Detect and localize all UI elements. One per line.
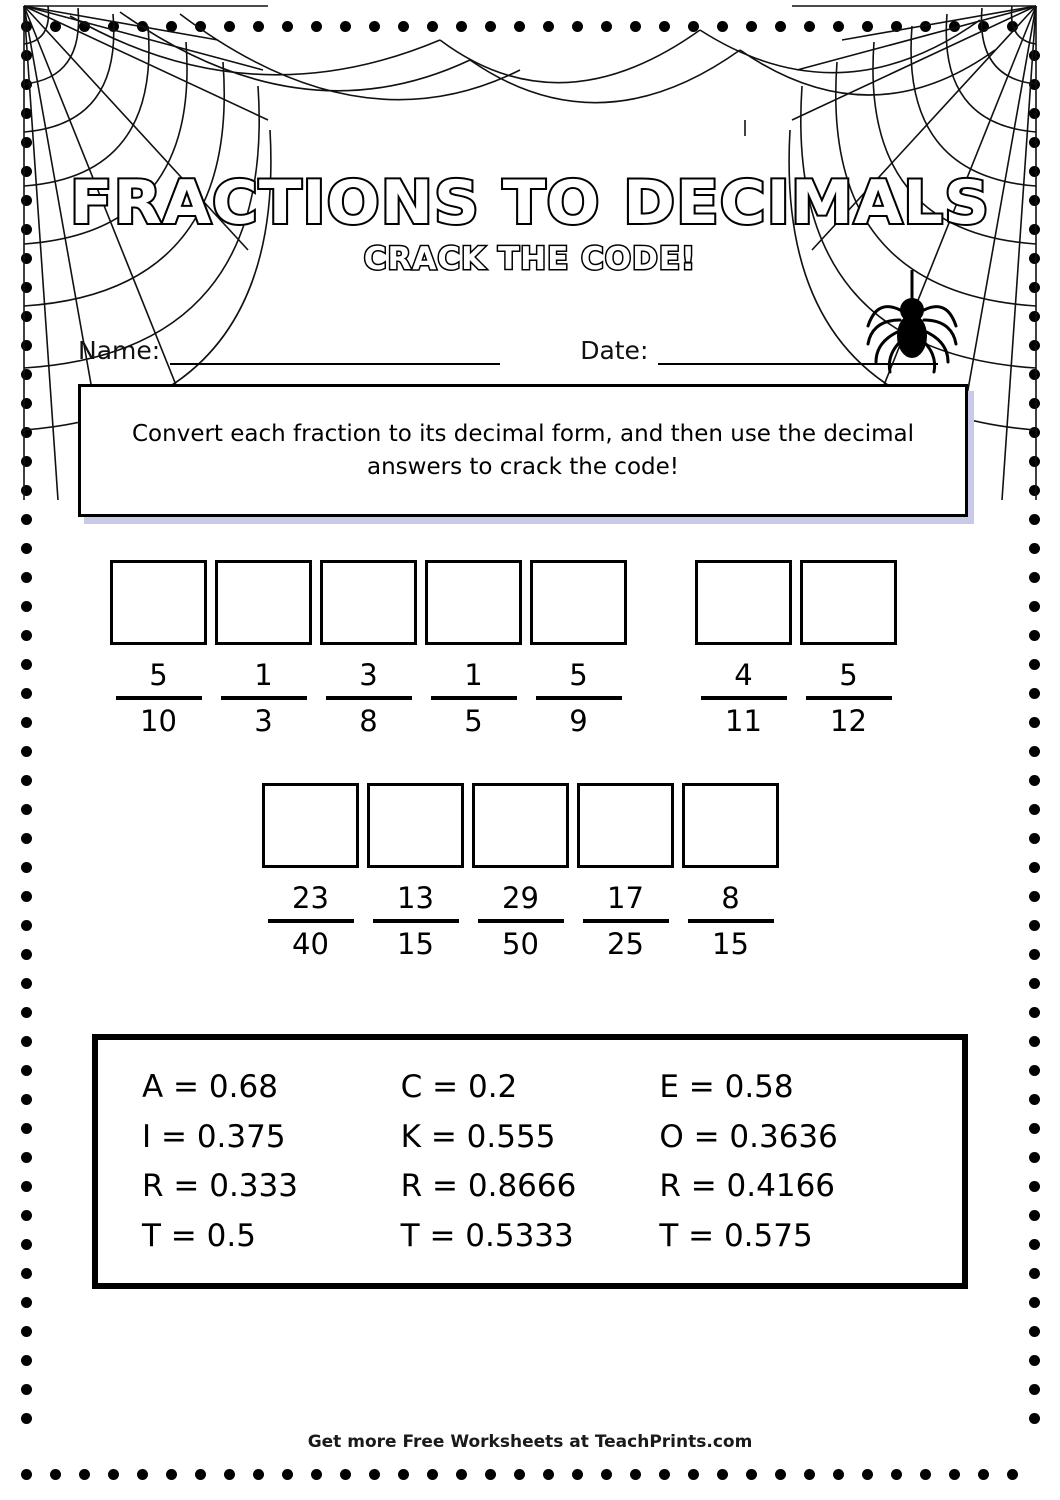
fraction-denominator: 40 xyxy=(292,926,329,961)
key-entry: I = 0.375 xyxy=(142,1118,286,1155)
fraction-denominator: 25 xyxy=(607,926,644,961)
border-dot xyxy=(1029,659,1040,670)
fraction-bar xyxy=(583,919,669,923)
fraction-denominator: 8 xyxy=(359,703,378,738)
fraction-bar xyxy=(688,919,774,923)
border-dot xyxy=(1029,79,1040,90)
border-dot xyxy=(978,1469,989,1480)
border-dot xyxy=(601,1469,612,1480)
border-dot xyxy=(630,1469,641,1480)
border-dot xyxy=(21,833,32,844)
border-dot xyxy=(253,1469,264,1480)
puzzle-item xyxy=(110,560,207,737)
fraction-bar xyxy=(431,696,517,700)
border-dot xyxy=(1029,688,1040,699)
border-dot xyxy=(50,1469,61,1480)
border-dot xyxy=(688,21,699,32)
border-dot xyxy=(21,862,32,873)
border-dot xyxy=(369,21,380,32)
border-dot xyxy=(21,891,32,902)
border-dot xyxy=(1029,311,1040,322)
key-entry: K = 0.555 xyxy=(400,1118,556,1155)
key-entry: R = 0.333 xyxy=(142,1168,298,1205)
border-dot xyxy=(137,21,148,32)
fraction-numerator: 8 xyxy=(721,881,740,915)
fraction-denominator: 11 xyxy=(725,703,762,738)
puzzle-item xyxy=(320,560,417,737)
fraction-numerator: 23 xyxy=(292,881,329,915)
border-dot xyxy=(21,1268,32,1279)
border-dot xyxy=(108,1469,119,1480)
border-dot xyxy=(1029,1094,1040,1105)
fraction-numerator: 5 xyxy=(839,658,858,692)
answer-box[interactable] xyxy=(577,783,674,868)
border-dot xyxy=(1029,601,1040,612)
border-dot xyxy=(1029,1326,1040,1337)
border-dot xyxy=(21,1239,32,1250)
border-dot xyxy=(1029,891,1040,902)
puzzle-row-2 xyxy=(262,783,787,960)
border-dot xyxy=(21,369,32,380)
border-dot xyxy=(21,717,32,728)
answer-box[interactable] xyxy=(262,783,359,868)
key-entry: A = 0.68 xyxy=(142,1068,278,1105)
puzzle-item xyxy=(530,560,627,737)
border-dot xyxy=(21,601,32,612)
border-dot xyxy=(21,1413,32,1424)
fraction-bar xyxy=(806,696,892,700)
fraction-bar xyxy=(268,919,354,923)
border-dot xyxy=(21,978,32,989)
border-dot xyxy=(833,21,844,32)
border-dot xyxy=(572,1469,583,1480)
name-input[interactable] xyxy=(170,339,500,365)
border-dot xyxy=(166,1469,177,1480)
border-dot xyxy=(21,1152,32,1163)
fraction-denominator: 5 xyxy=(464,703,483,738)
border-dot xyxy=(1029,1355,1040,1366)
border-dot xyxy=(1029,1297,1040,1308)
border-dot xyxy=(1029,108,1040,119)
fraction-denominator: 9 xyxy=(569,703,588,738)
border-dot xyxy=(21,1297,32,1308)
key-entry: E = 0.58 xyxy=(659,1068,794,1105)
border-dot xyxy=(514,21,525,32)
fraction-numerator: 29 xyxy=(502,881,539,915)
border-dot xyxy=(1029,1065,1040,1076)
border-dot xyxy=(1029,1239,1040,1250)
border-dot xyxy=(21,659,32,670)
fraction xyxy=(577,882,674,960)
border-dot xyxy=(398,21,409,32)
border-dot xyxy=(659,1469,670,1480)
border-dot xyxy=(1029,514,1040,525)
border-dot xyxy=(195,1469,206,1480)
puzzle-item xyxy=(367,783,464,960)
border-dot xyxy=(21,1094,32,1105)
border-dot xyxy=(1029,949,1040,960)
border-dot xyxy=(1029,978,1040,989)
border-dot xyxy=(717,21,728,32)
puzzle-item xyxy=(215,560,312,737)
fraction-bar xyxy=(478,919,564,923)
border-dot xyxy=(21,572,32,583)
border-dot xyxy=(195,21,206,32)
border-dot xyxy=(949,21,960,32)
border-dot xyxy=(1007,1469,1018,1480)
border-dot xyxy=(21,340,32,351)
answer-box[interactable] xyxy=(695,560,792,645)
border-dot xyxy=(978,21,989,32)
border-dot xyxy=(21,514,32,525)
border-dot xyxy=(1029,920,1040,931)
border-dot xyxy=(1029,1007,1040,1018)
fraction-denominator: 3 xyxy=(254,703,273,738)
border-dot xyxy=(514,1469,525,1480)
border-dot xyxy=(398,1469,409,1480)
border-dot xyxy=(920,1469,931,1480)
border-dot xyxy=(1029,862,1040,873)
border-dot xyxy=(21,920,32,931)
fraction xyxy=(695,659,792,737)
border-dot xyxy=(601,21,612,32)
border-dot xyxy=(456,1469,467,1480)
key-entry: O = 0.3636 xyxy=(659,1118,838,1155)
border-dot xyxy=(21,804,32,815)
border-dot xyxy=(775,1469,786,1480)
answer-box[interactable] xyxy=(472,783,569,868)
key-entry: R = 0.4166 xyxy=(659,1168,836,1205)
fraction xyxy=(425,659,522,737)
answer-box[interactable] xyxy=(530,560,627,645)
name-date-row xyxy=(78,336,978,365)
fraction xyxy=(262,882,359,960)
border-dot xyxy=(340,21,351,32)
spider-icon xyxy=(862,270,962,380)
border-dot xyxy=(21,427,32,438)
instructions-box xyxy=(78,384,968,517)
border-dot xyxy=(21,1065,32,1076)
fraction-bar xyxy=(373,919,459,923)
border-dot xyxy=(1029,340,1040,351)
border-dot xyxy=(833,1469,844,1480)
border-dot xyxy=(1029,543,1040,554)
border-dot xyxy=(21,282,32,293)
page-title: FRACTIONS TO DECIMALS xyxy=(69,168,991,238)
puzzle-item xyxy=(472,783,569,960)
key-entry: T = 0.575 xyxy=(659,1218,813,1255)
border-dot xyxy=(21,1036,32,1047)
border-dot xyxy=(485,21,496,32)
border-dot xyxy=(79,1469,90,1480)
border-dot xyxy=(775,21,786,32)
border-dot xyxy=(1029,1181,1040,1192)
border-dot xyxy=(949,1469,960,1480)
border-dot xyxy=(1029,1123,1040,1134)
border-dot xyxy=(1029,1152,1040,1163)
name-label: Name: xyxy=(78,336,161,365)
border-dot xyxy=(572,21,583,32)
border-dot xyxy=(21,50,32,61)
border-dot xyxy=(688,1469,699,1480)
border-dot xyxy=(21,485,32,496)
border-dot xyxy=(311,21,322,32)
border-dot xyxy=(862,1469,873,1480)
border-dot xyxy=(804,1469,815,1480)
fraction-denominator: 50 xyxy=(502,926,539,961)
border-dot xyxy=(21,949,32,960)
border-dot xyxy=(1029,630,1040,641)
border-dot xyxy=(1007,21,1018,32)
border-dot xyxy=(862,21,873,32)
border-dot xyxy=(21,1326,32,1337)
border-dot xyxy=(804,21,815,32)
puzzle-item xyxy=(262,783,359,960)
border-dot xyxy=(1029,398,1040,409)
fraction-numerator: 5 xyxy=(149,658,168,692)
border-dot xyxy=(1029,1413,1040,1424)
fraction-numerator: 5 xyxy=(569,658,588,692)
fraction-bar xyxy=(116,696,202,700)
border-dot xyxy=(21,79,32,90)
puzzle-item xyxy=(425,560,522,737)
answer-box[interactable] xyxy=(367,783,464,868)
border-dot xyxy=(224,1469,235,1480)
puzzle-row-1 xyxy=(110,560,905,737)
border-dot xyxy=(21,21,32,32)
border-dot xyxy=(891,1469,902,1480)
border-dot xyxy=(1029,1210,1040,1221)
border-dot xyxy=(108,21,119,32)
border-dot xyxy=(21,398,32,409)
answer-box[interactable] xyxy=(215,560,312,645)
border-dot xyxy=(1029,137,1040,148)
border-dot xyxy=(340,1469,351,1480)
border-dot xyxy=(21,1355,32,1366)
fraction-bar xyxy=(221,696,307,700)
fraction-denominator: 12 xyxy=(830,703,867,738)
border-dot xyxy=(21,1384,32,1395)
border-dot xyxy=(253,21,264,32)
border-dot xyxy=(1029,833,1040,844)
puzzle-item xyxy=(800,560,897,737)
border-dot xyxy=(21,1123,32,1134)
answer-box[interactable] xyxy=(800,560,897,645)
border-dot xyxy=(1029,456,1040,467)
fraction xyxy=(682,882,779,960)
answer-box[interactable] xyxy=(682,783,779,868)
border-dot xyxy=(1029,427,1040,438)
border-dot xyxy=(630,21,641,32)
border-dot xyxy=(485,1469,496,1480)
border-dot xyxy=(369,1469,380,1480)
border-dot xyxy=(1029,746,1040,757)
border-dot xyxy=(282,1469,293,1480)
date-label: Date: xyxy=(580,336,649,365)
footer-credit: Get more Free Worksheets at TeachPrints.com xyxy=(307,1432,753,1452)
page-subtitle: CRACK THE CODE! xyxy=(363,241,697,277)
border-dot xyxy=(746,21,757,32)
puzzle-item xyxy=(682,783,779,960)
border-dot xyxy=(543,1469,554,1480)
border-dot xyxy=(282,21,293,32)
border-dot xyxy=(21,456,32,467)
border-dot xyxy=(1029,1268,1040,1279)
border-dot xyxy=(21,311,32,322)
answer-box[interactable] xyxy=(425,560,522,645)
fraction-numerator: 4 xyxy=(734,658,753,692)
answer-box[interactable] xyxy=(320,560,417,645)
fraction xyxy=(800,659,897,737)
border-dot xyxy=(746,1469,757,1480)
border-dot xyxy=(1029,282,1040,293)
border-dot xyxy=(21,775,32,786)
puzzle-item xyxy=(577,783,674,960)
border-dot xyxy=(1029,804,1040,815)
border-dot xyxy=(21,1210,32,1221)
border-dot xyxy=(21,630,32,641)
fraction-numerator: 1 xyxy=(464,658,483,692)
border-dot xyxy=(21,1181,32,1192)
fraction xyxy=(472,882,569,960)
key-entry: T = 0.5333 xyxy=(400,1218,574,1255)
border-dot xyxy=(456,21,467,32)
answer-key-box xyxy=(92,1034,968,1289)
border-dot xyxy=(21,746,32,757)
answer-key-grid xyxy=(142,1062,918,1261)
fraction-numerator: 1 xyxy=(254,658,273,692)
border-dot xyxy=(79,21,90,32)
border-dot xyxy=(21,108,32,119)
fraction xyxy=(320,659,417,737)
fraction-denominator: 15 xyxy=(397,926,434,961)
border-dot xyxy=(21,137,32,148)
border-dot xyxy=(427,21,438,32)
key-entry: T = 0.5 xyxy=(142,1218,256,1255)
fraction-denominator: 15 xyxy=(712,926,749,961)
fraction xyxy=(530,659,627,737)
fraction xyxy=(110,659,207,737)
border-dot xyxy=(659,21,670,32)
fraction-bar xyxy=(701,696,787,700)
border-dot xyxy=(891,21,902,32)
border-dot xyxy=(1029,485,1040,496)
border-dot xyxy=(427,1469,438,1480)
border-dot xyxy=(543,21,554,32)
puzzle-item xyxy=(695,560,792,737)
border-dot xyxy=(21,688,32,699)
fraction-numerator: 3 xyxy=(359,658,378,692)
border-dot xyxy=(717,1469,728,1480)
fraction xyxy=(367,882,464,960)
fraction-bar xyxy=(326,696,412,700)
border-dot xyxy=(137,1469,148,1480)
border-dot xyxy=(1029,775,1040,786)
border-dot xyxy=(1029,369,1040,380)
border-dot xyxy=(1029,572,1040,583)
border-dot xyxy=(1029,1384,1040,1395)
border-dot xyxy=(224,21,235,32)
fraction xyxy=(215,659,312,737)
fraction-numerator: 17 xyxy=(607,881,644,915)
border-dot xyxy=(21,543,32,554)
border-dot xyxy=(920,21,931,32)
border-dot xyxy=(21,1007,32,1018)
border-dot xyxy=(1029,717,1040,728)
answer-box[interactable] xyxy=(110,560,207,645)
fraction-denominator: 10 xyxy=(140,703,177,738)
border-dot xyxy=(50,21,61,32)
border-dot xyxy=(21,1469,32,1480)
key-entry: R = 0.8666 xyxy=(400,1168,577,1205)
border-dot xyxy=(1029,1036,1040,1047)
instructions-text: Convert each fraction to its decimal form, and then use the decimal answers to crack the code! xyxy=(132,421,914,480)
title-block xyxy=(0,168,1060,277)
border-dot xyxy=(166,21,177,32)
border-dot xyxy=(311,1469,322,1480)
border-dot xyxy=(1029,50,1040,61)
key-entry: C = 0.2 xyxy=(400,1068,518,1105)
fraction-bar xyxy=(536,696,622,700)
fraction-numerator: 13 xyxy=(397,881,434,915)
